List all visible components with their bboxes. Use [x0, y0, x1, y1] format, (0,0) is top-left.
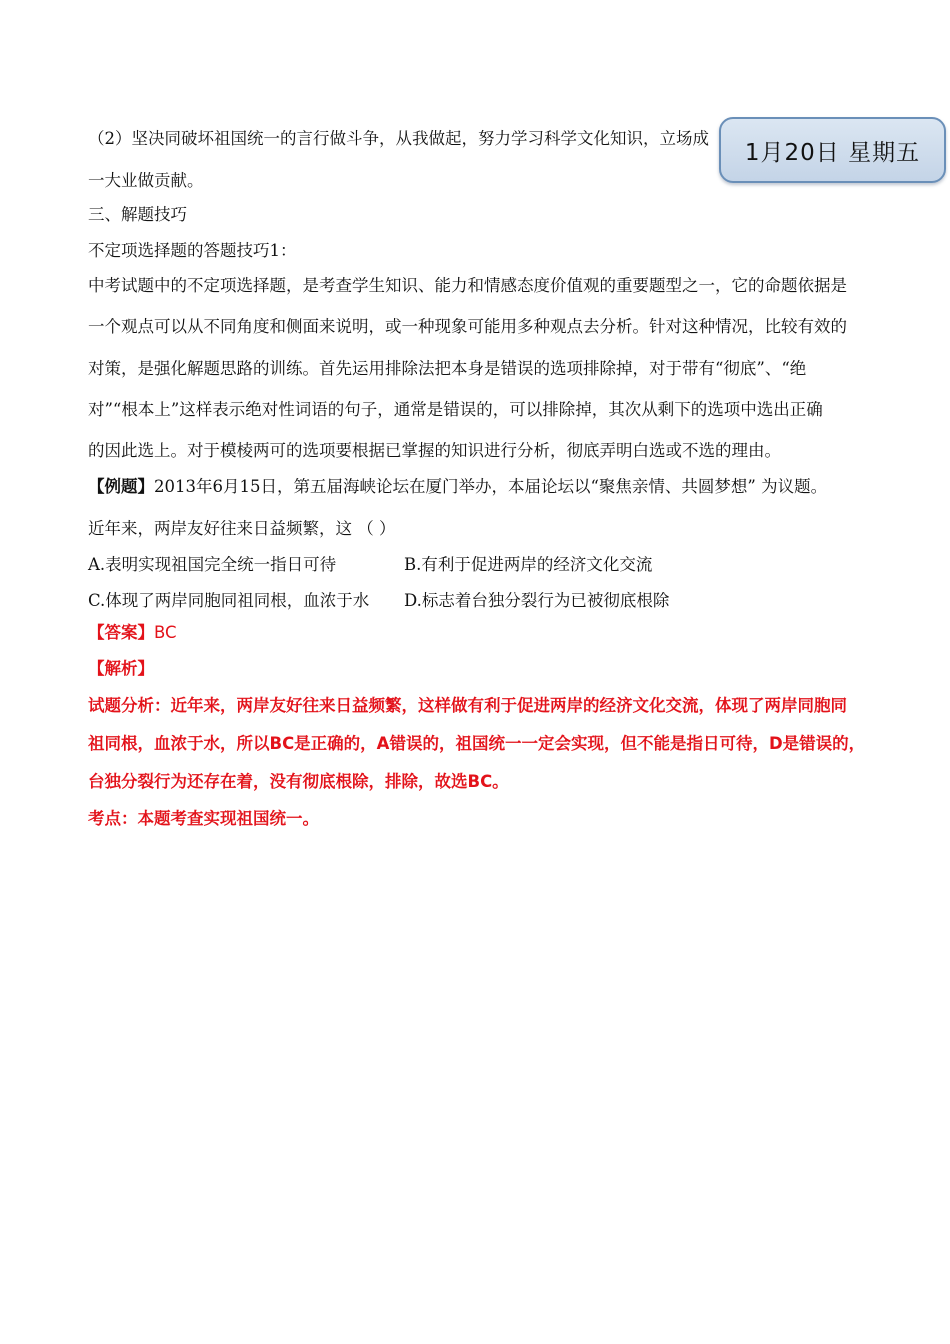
- option-b: B.有利于促进两岸的经济文化交流: [404, 555, 653, 574]
- answer-value: BC: [154, 623, 177, 642]
- analysis-line: 祖同根，血浓于水，所以BC是正确的，A错误的，祖国统一一定会实现，但不能是指日可待，D是错误的，: [88, 734, 866, 753]
- tip-body-line: 一个观点可以从不同角度和侧面来说明，或一种现象可能用多种观点去分析。针对这种情况，比较有效的: [88, 317, 847, 336]
- analysis-tag: 【解析】: [88, 659, 154, 678]
- example-line-1: [88, 476, 827, 498]
- tip-body-line: 中考试题中的不定项选择题，是考查学生知识、能力和情感态度价值观的重要题型之一，它的命题依据是: [88, 276, 847, 295]
- tip-body-line: 对策，是强化解题思路的训练。首先运用排除法把本身是错误的选项排除掉，对于带有“彻底”、“绝: [88, 359, 807, 378]
- analysis-point: 考点：本题考查实现祖国统一。: [88, 809, 319, 828]
- section-title: 三、解题技巧: [88, 205, 187, 224]
- intro-line-1: （2）坚决同破坏祖国统一的言行做斗争，从我做起，努力学习科学文化知识，立场成: [88, 129, 709, 148]
- answer-tag: 【答案】: [88, 623, 154, 642]
- analysis-line: 试题分析：近年来，两岸友好往来日益频繁，这样做有利于促进两岸的经济文化交流，体现了两岸同胞同: [88, 696, 847, 715]
- date-badge: 1月20日 星期五: [719, 117, 946, 183]
- example-tag: 【例题】: [88, 477, 154, 496]
- tip-body-line: 对”“根本上”这样表示绝对性词语的句子，通常是错误的，可以排除掉，其次从剩下的选项中选出正确: [88, 400, 823, 419]
- option-d: D.标志着台独分裂行为已被彻底根除: [404, 591, 670, 610]
- options-row-1: [88, 554, 868, 576]
- example-text: 2013年6月15日，第五届海峡论坛在厦门举办，本届论坛以“聚焦亲情、共圆梦想” 为议题。: [154, 477, 828, 496]
- options-row-2: [88, 590, 868, 612]
- option-a: A.表明实现祖国完全统一指日可待: [88, 555, 337, 574]
- tip-title: 不定项选择题的答题技巧1：: [88, 241, 297, 260]
- example-line-2: 近年来，两岸友好往来日益频繁，这 （ ）: [88, 519, 396, 538]
- analysis-line: 台独分裂行为还存在着，没有彻底根除，排除，故选BC。: [88, 772, 509, 791]
- answer-line: [88, 622, 177, 644]
- intro-line-2: 一大业做贡献。: [88, 171, 204, 190]
- option-c: C.体现了两岸同胞同祖同根，血浓于水: [88, 591, 370, 610]
- tip-body-line: 的因此选上。对于模棱两可的选项要根据已掌握的知识进行分析，彻底弄明白选或不选的理由。: [88, 441, 781, 460]
